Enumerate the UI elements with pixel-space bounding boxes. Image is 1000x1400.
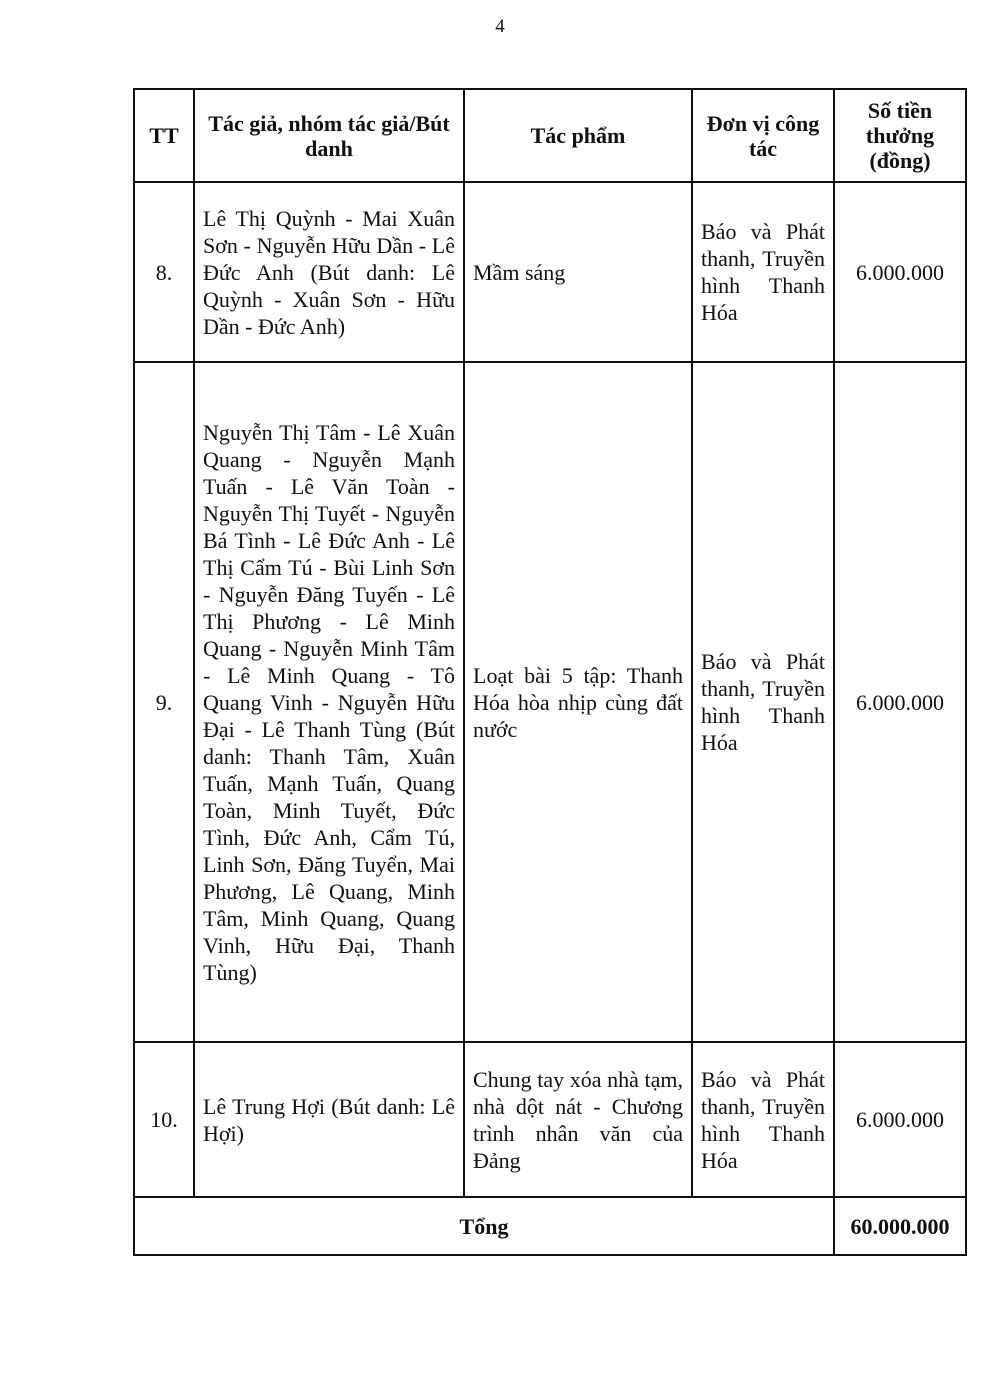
- row-money: 6.000.000: [834, 362, 966, 1042]
- header-tt: TT: [134, 89, 194, 182]
- row-author: Lê Thị Quỳnh - Mai Xuân Sơn - Nguyễn Hữu Dần - Lê Đức Anh (Bút danh: Lê Quỳnh - Xuân Sơn - Hữu Dần - Đức Anh): [194, 182, 464, 362]
- row-author: Lê Trung Hợi (Bút danh: Lê Hợi): [194, 1042, 464, 1197]
- table-header-row: [134, 89, 966, 182]
- row-author: Nguyễn Thị Tâm - Lê Xuân Quang - Nguyễn Mạnh Tuấn - Lê Văn Toàn - Nguyễn Thị Tuyết - Nguyễn Bá Tình - Lê Đức Anh - Lê Thị Cẩm Tú - Bùi Linh Sơn - Nguyễn Đăng Tuyến - Lê Thị Phương - Lê Minh Quang - Nguyễn Minh Tâm - Lê Minh Quang - Tô Quang Vinh - Nguyễn Hữu Đại - Lê Thanh Tùng (Bút danh: Thanh Tâm, Xuân Tuấn, Mạnh Tuấn, Quang Toàn, Minh Tuyết, Đức Tình, Đức Anh, Cẩm Tú, Linh Sơn, Đăng Tuyển, Mai Phương, Lê Quang, Minh Tâm, Minh Quang, Quang Vinh, Hữu Đại, Thanh Tùng): [194, 362, 464, 1042]
- row-money: 6.000.000: [834, 1042, 966, 1197]
- header-work: Tác phẩm: [464, 89, 692, 182]
- page-number: 4: [495, 16, 505, 37]
- row-unit: Báo và Phát thanh, Truyền hình Thanh Hóa: [692, 182, 834, 362]
- row-tt: 8.: [134, 182, 194, 362]
- header-unit: Đơn vị công tác: [692, 89, 834, 182]
- table-total-row: [134, 1197, 966, 1255]
- table-row: [134, 182, 966, 362]
- row-tt: 10.: [134, 1042, 194, 1197]
- table-row: [134, 362, 966, 1042]
- row-unit: Báo và Phát thanh, Truyền hình Thanh Hóa: [692, 362, 834, 1042]
- row-unit: Báo và Phát thanh, Truyền hình Thanh Hóa: [692, 1042, 834, 1197]
- total-label: Tổng: [134, 1197, 834, 1255]
- header-money: Số tiền thưởng (đồng): [834, 89, 966, 182]
- row-work: Chung tay xóa nhà tạm, nhà dột nát - Chương trình nhân văn của Đảng: [464, 1042, 692, 1197]
- row-work: Loạt bài 5 tập: Thanh Hóa hòa nhịp cùng đất nước: [464, 362, 692, 1042]
- total-value: 60.000.000: [834, 1197, 966, 1255]
- row-money: 6.000.000: [834, 182, 966, 362]
- table-row: [134, 1042, 966, 1197]
- header-author: Tác giả, nhóm tác giả/Bút danh: [194, 89, 464, 182]
- row-tt: 9.: [134, 362, 194, 1042]
- row-work: Mầm sáng: [464, 182, 692, 362]
- award-table: [133, 88, 967, 1256]
